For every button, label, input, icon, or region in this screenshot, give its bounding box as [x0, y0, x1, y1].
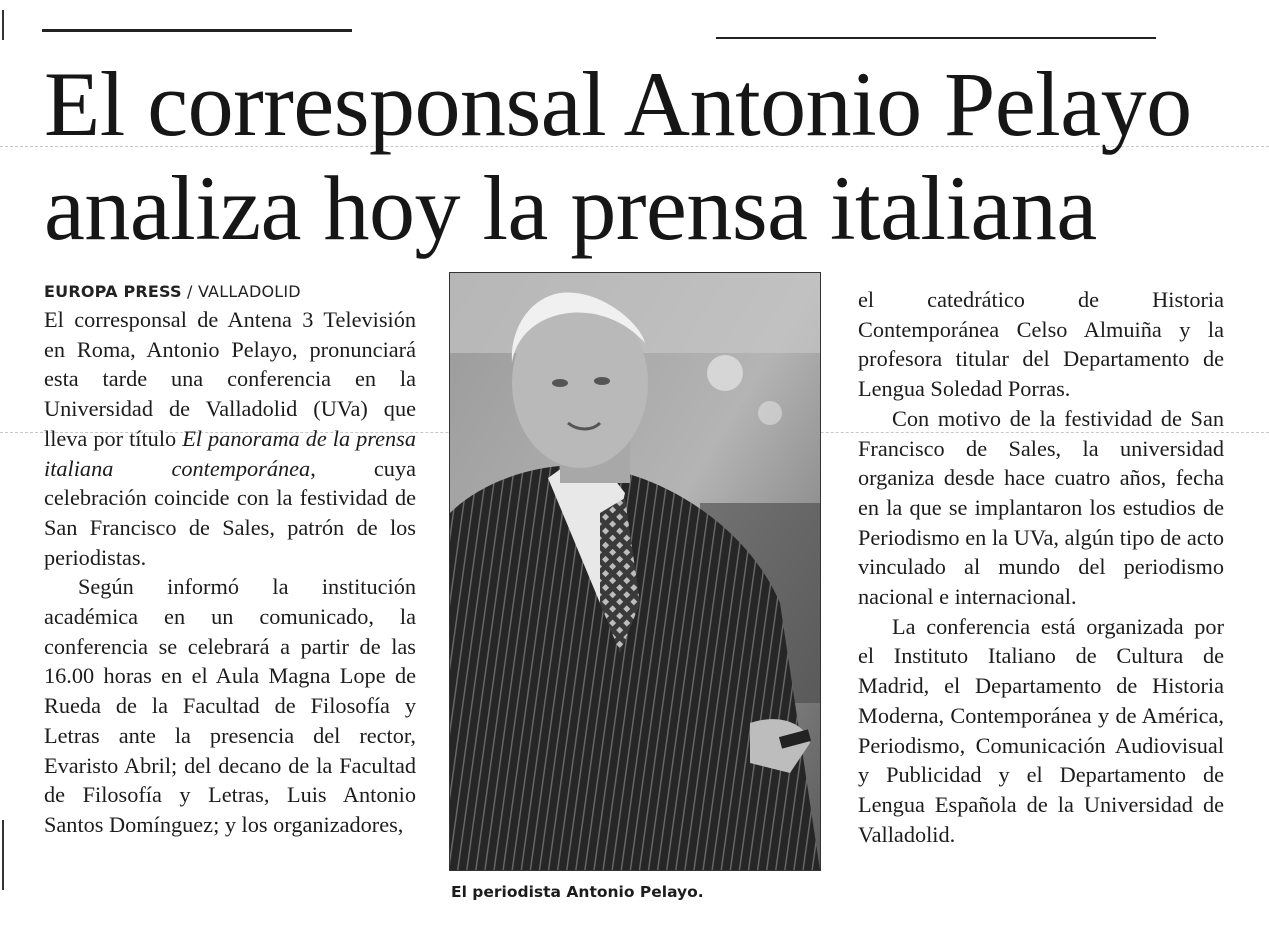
headline-line-2: analiza hoy la prensa italiana — [44, 157, 1097, 259]
paragraph — [44, 305, 416, 572]
paragraph: Con motivo de la festividad de San Francisco de Sales, la universidad organiza desde hace cuatro años, fecha en la que se implantaron los estudios de Periodismo en la UVa, algún tipo de acto vinculado al mundo del periodismo nacional e internacional. — [858, 405, 1224, 610]
headline — [44, 52, 1244, 260]
portrait-illustration — [450, 273, 820, 870]
paragraph: La conferencia está organizada por el Instituto Italiano de Cultura de Madrid, el Departamento de Historia Moderna, Contemporánea y de América, Periodismo, Comunicación Audiovisual y Publicidad y el Departamento de Lengua Española de la Universidad de Valladolid. — [858, 613, 1224, 847]
byline — [44, 280, 416, 304]
top-rule-left — [42, 29, 352, 32]
byline-agency: EUROPA PRESS — [44, 282, 182, 301]
scan-edge-mark — [2, 820, 4, 890]
paragraph: el catedrático de Historia Contemporánea Celso Almuiña y la profesora titular del Departamento de Lengua Soledad Porras. — [858, 287, 1224, 402]
byline-city: VALLADOLID — [197, 282, 301, 301]
paragraph-text: , cuya celebración coincide con la festividad de San Francisco de Sales, patrón de los periodistas. — [44, 455, 416, 570]
lecture-title: El panorama de la prensa italiana contemporánea — [44, 425, 416, 481]
headline-line-1: El corresponsal Antonio Pelayo — [44, 53, 1192, 155]
top-rule-right — [716, 37, 1156, 39]
portrait-photo — [449, 272, 821, 871]
byline-separator: / — [181, 282, 198, 301]
photo-caption: El periodista Antonio Pelayo. — [451, 883, 704, 901]
article-column-1 — [44, 280, 416, 840]
article-column-3 — [858, 285, 1224, 849]
paragraph-text: El corresponsal de Antena 3 Televisión en Roma, Antonio Pelayo, pronunciará esta tarde una conferencia en la Universidad de Valladolid (UVa) que lleva por título — [44, 307, 416, 451]
paragraph: Según informó la institución académica en un comunicado, la conferencia se celebrará a partir de las 16.00 horas en el Aula Magna Lope de Rueda de la Facultad de Filosofía y Letras ante la presencia del rector, Evaristo Abril; del decano de la Facultad de Filosofía y Letras, Luis Antonio Santos Domínguez; y los organizadores, — [44, 574, 416, 837]
scan-edge-mark — [2, 10, 4, 40]
